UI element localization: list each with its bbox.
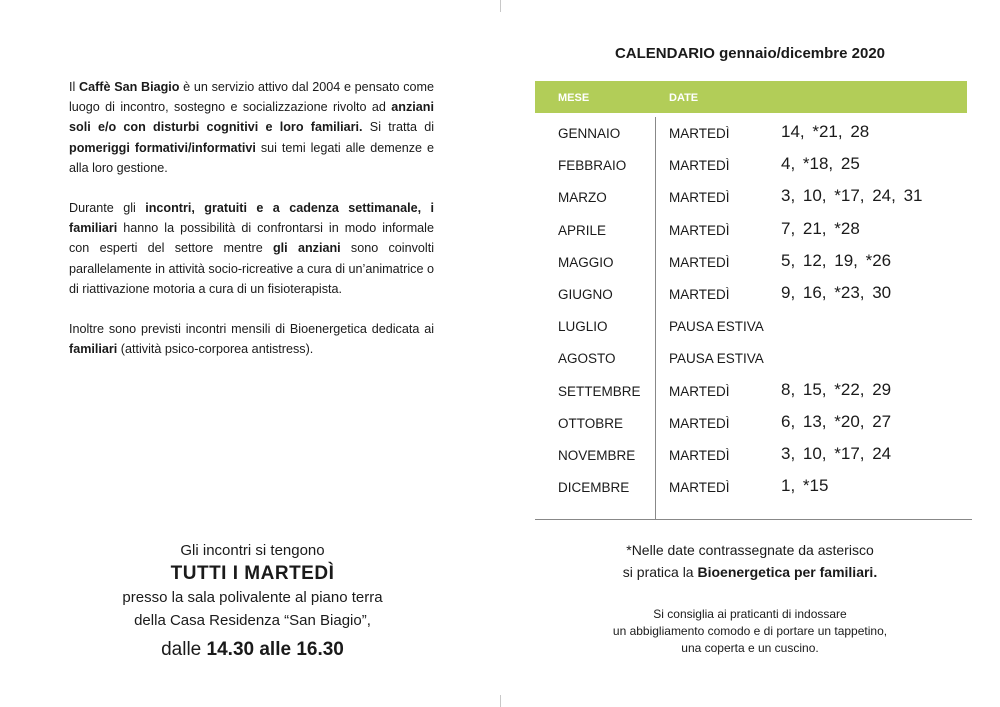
header-date: DATE bbox=[669, 92, 699, 104]
intro-paragraph-3 bbox=[69, 319, 434, 359]
meeting-time bbox=[70, 636, 435, 664]
calendar-row bbox=[535, 310, 972, 342]
intro-p2-text: Durante gli bbox=[69, 201, 146, 216]
meeting-day: TUTTI I MARTEDÌ bbox=[170, 563, 335, 584]
advice-line-1: Si consiglia ai praticanti di indossare bbox=[653, 607, 847, 621]
row-dates: 8, 15, *22, 29 bbox=[781, 379, 892, 399]
intro-p1-text: sui temi legati alle demenze e alla loro gestione. bbox=[69, 140, 434, 175]
meeting-time-hours: 14.30 alle 16.30 bbox=[206, 639, 344, 660]
intro-text bbox=[69, 77, 434, 359]
calendar-table bbox=[535, 117, 972, 520]
asterisk-note bbox=[540, 539, 960, 583]
row-day: MARTEDÌ bbox=[669, 222, 730, 238]
intro-paragraph-2 bbox=[69, 198, 434, 299]
advice-line-2: un abbigliamento comodo e di portare un tappetino, bbox=[612, 624, 888, 638]
row-month: APRILE bbox=[558, 222, 607, 238]
row-month: AGOSTO bbox=[558, 351, 616, 367]
meeting-line-1: Gli incontri si tengono bbox=[180, 542, 325, 559]
row-dates: 1, *15 bbox=[781, 476, 829, 496]
note-line-2 bbox=[540, 561, 960, 583]
calendar-row bbox=[535, 117, 972, 149]
row-dates: 14, *21, 28 bbox=[781, 122, 870, 141]
note-line-2-bold: Bioenergetica per familiari. bbox=[697, 564, 878, 580]
intro-p1-text: Il bbox=[69, 80, 79, 94]
row-day: MARTEDÌ bbox=[669, 254, 730, 270]
row-dates: 5, 12, 19, *26 bbox=[781, 250, 892, 270]
intro-p2-bold: gli anziani bbox=[272, 241, 341, 256]
row-day: PAUSA ESTIVA bbox=[669, 351, 764, 367]
row-day: MARTEDÌ bbox=[669, 126, 730, 141]
calendar-row bbox=[535, 439, 972, 471]
intro-p2-text: sono coinvolti parallelamente in attività socio-ricreative a cura di un’animatrice o di riattivazione motoria a cura di un fisioterapista. bbox=[69, 241, 434, 296]
intro-p1-text: Si tratta di bbox=[362, 120, 435, 135]
row-day: MARTEDÌ bbox=[669, 448, 730, 463]
intro-p2-bold: incontri, gratuiti e a cadenza settimanale, i familiari bbox=[69, 201, 434, 236]
intro-paragraph-1 bbox=[69, 77, 434, 178]
calendar-row bbox=[535, 181, 972, 213]
target-audience: anziani soli e/o con disturbi cognitivi e loro familiari. bbox=[69, 100, 434, 135]
meeting-location-2: della Casa Residenza “San Biagio”, bbox=[134, 612, 371, 629]
intro-p2-text: hanno la possibilità di confrontarsi in modo informale con esperti del settore mentre bbox=[69, 221, 434, 256]
calendar-row bbox=[535, 375, 972, 407]
row-month: NOVEMBRE bbox=[558, 448, 636, 463]
row-dates: 4, *18, 25 bbox=[781, 154, 860, 174]
calendar-row bbox=[535, 342, 972, 374]
row-day: MARTEDÌ bbox=[669, 415, 730, 431]
calendar-title: CALENDARIO gennaio/dicembre 2020 bbox=[614, 45, 886, 62]
advice-text bbox=[570, 606, 930, 657]
calendar-row bbox=[535, 278, 972, 310]
calendar-row bbox=[535, 149, 972, 181]
row-month: OTTOBRE bbox=[558, 415, 624, 431]
row-month: MARZO bbox=[558, 190, 607, 206]
meeting-type: pomeriggi formativi/informativi bbox=[69, 140, 256, 155]
row-dates: 9, 16, *23, 30 bbox=[781, 283, 892, 302]
row-month: GENNAIO bbox=[558, 126, 621, 141]
row-day: MARTEDÌ bbox=[669, 158, 730, 174]
calendar-header bbox=[535, 81, 967, 113]
advice-line-3: una coperta e un cuscino. bbox=[681, 641, 819, 655]
intro-p3-bold: familiari bbox=[69, 342, 118, 357]
calendar-row bbox=[535, 471, 972, 503]
meeting-time-prefix: dalle bbox=[161, 639, 207, 660]
fold-mark-top bbox=[500, 0, 501, 12]
fold-mark-bottom bbox=[500, 695, 501, 707]
row-day: PAUSA ESTIVA bbox=[669, 319, 764, 335]
row-day: MARTEDÌ bbox=[669, 287, 730, 302]
note-line-1: *Nelle date contrassegnate da asterisco bbox=[626, 542, 874, 558]
row-dates: 3, 10, *17, 24, 31 bbox=[781, 186, 923, 206]
row-dates: 7, 21, *28 bbox=[781, 218, 860, 238]
row-day: MARTEDÌ bbox=[669, 190, 730, 206]
row-month: LUGLIO bbox=[558, 319, 608, 335]
note-line-2-prefix: si pratica la bbox=[622, 564, 698, 580]
row-month: SETTEMBRE bbox=[558, 383, 641, 399]
row-day: MARTEDÌ bbox=[669, 383, 730, 399]
row-month: GIUGNO bbox=[558, 287, 613, 302]
row-dates: 6, 13, *20, 27 bbox=[781, 411, 892, 431]
calendar-row bbox=[535, 214, 972, 246]
calendar-row bbox=[535, 246, 972, 278]
row-month: FEBBRAIO bbox=[558, 158, 627, 174]
intro-p1-text: è un servizio attivo dal 2004 e pensato come luogo di incontro, sostegno e socializzazione rivolto ad bbox=[69, 80, 434, 115]
calendar-row bbox=[535, 407, 972, 439]
row-month: DICEMBRE bbox=[558, 480, 630, 496]
row-dates: 3, 10, *17, 24 bbox=[781, 444, 892, 463]
intro-p3-text: Inoltre sono previsti incontri mensili di Bioenergetica dedicata ai bbox=[69, 322, 434, 337]
meeting-location-1: presso la sala polivalente al piano terra bbox=[122, 589, 383, 606]
row-month: MAGGIO bbox=[558, 254, 614, 270]
row-day: MARTEDÌ bbox=[669, 480, 730, 496]
cafe-name: Caffè San Biagio bbox=[79, 80, 180, 94]
intro-p3-text: (attività psico-corporea antistress). bbox=[117, 342, 314, 357]
meeting-info bbox=[70, 539, 435, 664]
header-month: MESE bbox=[558, 92, 590, 104]
